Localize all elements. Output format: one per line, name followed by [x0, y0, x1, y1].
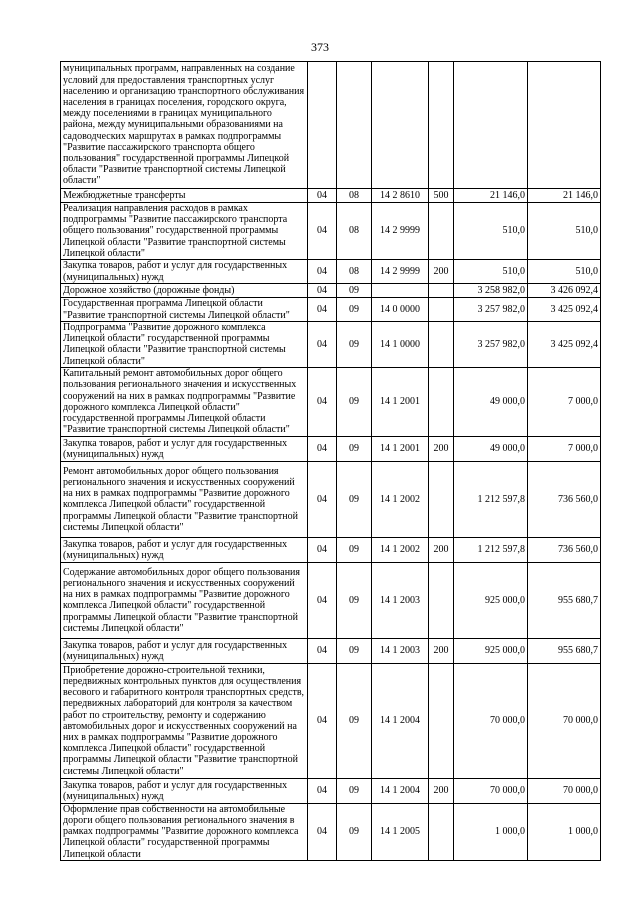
- row-subsection-code: 09: [337, 663, 372, 778]
- row-ministry-code: 04: [308, 298, 337, 322]
- row-ministry-code: 04: [308, 284, 337, 298]
- row-ministry-code: 04: [308, 322, 337, 368]
- row-amount-year-1: 1 212 597,8: [454, 537, 528, 562]
- row-amount-year-2: 3 426 092,4: [528, 284, 601, 298]
- row-name: Межбюджетные трансферты: [61, 189, 308, 203]
- row-ministry-code: 04: [308, 562, 337, 638]
- row-subsection-code: 09: [337, 537, 372, 562]
- row-subsection-code: [337, 62, 372, 189]
- row-target-article: 14 1 2002: [372, 461, 429, 537]
- row-subsection-code: 09: [337, 367, 372, 436]
- row-subsection-code: 09: [337, 562, 372, 638]
- row-target-article: 14 2 9999: [372, 260, 429, 284]
- row-amount-year-1: 3 257 982,0: [454, 298, 528, 322]
- table-row: [61, 322, 601, 368]
- row-name: Закупка товаров, работ и услуг для государственных (муниципальных) нужд: [61, 778, 308, 803]
- row-expense-type: [429, 203, 454, 260]
- row-target-article: 14 2 9999: [372, 203, 429, 260]
- row-target-article: [372, 62, 429, 189]
- row-subsection-code: 09: [337, 778, 372, 803]
- row-expense-type: [429, 298, 454, 322]
- row-subsection-code: 09: [337, 322, 372, 368]
- row-subsection-code: 09: [337, 638, 372, 663]
- row-expense-type: 200: [429, 537, 454, 562]
- row-ministry-code: 04: [308, 436, 337, 461]
- row-subsection-code: 09: [337, 436, 372, 461]
- row-ministry-code: 04: [308, 367, 337, 436]
- row-amount-year-1: 1 212 597,8: [454, 461, 528, 537]
- row-amount-year-2: 736 560,0: [528, 537, 601, 562]
- row-target-article: 14 2 8610: [372, 189, 429, 203]
- row-amount-year-2: 3 425 092,4: [528, 298, 601, 322]
- row-target-article: 14 1 2005: [372, 803, 429, 860]
- table-row: [61, 298, 601, 322]
- row-target-article: 14 1 2002: [372, 537, 429, 562]
- row-amount-year-2: 70 000,0: [528, 778, 601, 803]
- row-target-article: 14 1 2004: [372, 778, 429, 803]
- row-amount-year-1: 21 146,0: [454, 189, 528, 203]
- row-target-article: 14 1 0000: [372, 322, 429, 368]
- row-name: Дорожное хозяйство (дорожные фонды): [61, 284, 308, 298]
- table-row: [61, 284, 601, 298]
- row-amount-year-1: 3 258 982,0: [454, 284, 528, 298]
- row-expense-type: [429, 663, 454, 778]
- row-expense-type: 200: [429, 436, 454, 461]
- row-name: Закупка товаров, работ и услуг для государственных (муниципальных) нужд: [61, 260, 308, 284]
- row-ministry-code: 04: [308, 461, 337, 537]
- row-ministry-code: [308, 62, 337, 189]
- row-amount-year-2: [528, 62, 601, 189]
- row-name: Приобретение дорожно-строительной техники, передвижных контрольных пунктов для осуществления весового и габаритного контроля транспортных средств, передвижных лабораторий для контроля за качеством работ по строительству, ремонту и содержанию автомобильных дорог и искусственных сооружений на них в рамках подпрограммы "Развитие дорожного комплекса Липецкой области" государственной программы Липецкой области "Развитие транспортной системы Липецкой области": [61, 663, 308, 778]
- table-row: [61, 367, 601, 436]
- row-name: Закупка товаров, работ и услуг для государственных (муниципальных) нужд: [61, 638, 308, 663]
- row-amount-year-2: 955 680,7: [528, 638, 601, 663]
- row-name: Закупка товаров, работ и услуг для государственных (муниципальных) нужд: [61, 436, 308, 461]
- row-ministry-code: 04: [308, 638, 337, 663]
- row-amount-year-1: 925 000,0: [454, 562, 528, 638]
- row-expense-type: 500: [429, 189, 454, 203]
- row-amount-year-1: 70 000,0: [454, 778, 528, 803]
- row-amount-year-1: 1 000,0: [454, 803, 528, 860]
- table-row: [61, 562, 601, 638]
- row-expense-type: [429, 461, 454, 537]
- row-amount-year-2: 1 000,0: [528, 803, 601, 860]
- table-row: [61, 638, 601, 663]
- row-amount-year-2: 510,0: [528, 203, 601, 260]
- row-name: Ремонт автомобильных дорог общего пользования регионального значения и искусственных сооружений на них в рамках подпрограммы "Развитие дорожного комплекса Липецкой области" государственной программы Липецкой области "Развитие транспортной системы Липецкой области": [61, 461, 308, 537]
- row-name: Капитальный ремонт автомобильных дорог общего пользования регионального значения и искусственных сооружений на них в рамках подпрограммы "Развитие дорожного комплекса Липецкой области" государственной программы Липецкой области "Развитие транспортной системы Липецкой области": [61, 367, 308, 436]
- row-expense-type: 200: [429, 778, 454, 803]
- row-amount-year-1: 49 000,0: [454, 367, 528, 436]
- page-number: 373: [311, 40, 329, 54]
- row-amount-year-1: [454, 62, 528, 189]
- row-subsection-code: 09: [337, 461, 372, 537]
- table-row: [61, 436, 601, 461]
- row-amount-year-1: 3 257 982,0: [454, 322, 528, 368]
- row-name: Государственная программа Липецкой области "Развитие транспортной системы Липецкой области": [61, 298, 308, 322]
- row-target-article: 14 1 2001: [372, 367, 429, 436]
- table-row: [61, 189, 601, 203]
- budget-table: [60, 61, 601, 861]
- row-subsection-code: 08: [337, 260, 372, 284]
- row-name: Закупка товаров, работ и услуг для государственных (муниципальных) нужд: [61, 537, 308, 562]
- row-expense-type: [429, 367, 454, 436]
- row-amount-year-2: 736 560,0: [528, 461, 601, 537]
- row-amount-year-2: 3 425 092,4: [528, 322, 601, 368]
- row-amount-year-1: 70 000,0: [454, 663, 528, 778]
- table-row: [61, 461, 601, 537]
- row-target-article: 14 1 2003: [372, 638, 429, 663]
- row-ministry-code: 04: [308, 537, 337, 562]
- row-target-article: 14 1 2001: [372, 436, 429, 461]
- row-target-article: 14 1 2003: [372, 562, 429, 638]
- row-subsection-code: 09: [337, 284, 372, 298]
- table-row: [61, 203, 601, 260]
- row-subsection-code: 08: [337, 189, 372, 203]
- row-expense-type: [429, 562, 454, 638]
- row-target-article: [372, 284, 429, 298]
- row-amount-year-1: 510,0: [454, 203, 528, 260]
- row-amount-year-2: 955 680,7: [528, 562, 601, 638]
- table-row: [61, 260, 601, 284]
- row-expense-type: 200: [429, 638, 454, 663]
- row-name: Реализация направления расходов в рамках подпрограммы "Развитие пассажирского транспорта общего пользования" государственной программы Липецкой области "Развитие транспортной системы Липецкой области": [61, 203, 308, 260]
- row-subsection-code: 09: [337, 803, 372, 860]
- table-row: [61, 537, 601, 562]
- row-amount-year-1: 925 000,0: [454, 638, 528, 663]
- row-ministry-code: 04: [308, 260, 337, 284]
- table-row: [61, 803, 601, 860]
- row-subsection-code: 08: [337, 203, 372, 260]
- row-target-article: 14 0 0000: [372, 298, 429, 322]
- row-expense-type: 200: [429, 260, 454, 284]
- row-name: муниципальных программ, направленных на создание условий для предоставления транспортных услуг населению и организацию транспортного обслуживания населения в границах поселения, городского округа, между поселениями в границах муниципального района, между муниципальными образованиями на садоводческих маршрутах в рамках подпрограммы "Развитие пассажирского транспорта общего пользования" государственной программы Липецкой области "Развитие транспортной системы Липецкой области": [61, 62, 308, 189]
- row-amount-year-2: 510,0: [528, 260, 601, 284]
- row-amount-year-1: 510,0: [454, 260, 528, 284]
- row-ministry-code: 04: [308, 663, 337, 778]
- row-expense-type: [429, 803, 454, 860]
- row-expense-type: [429, 284, 454, 298]
- row-expense-type: [429, 62, 454, 189]
- row-amount-year-2: 7 000,0: [528, 367, 601, 436]
- row-name: Подпрограмма "Развитие дорожного комплекса Липецкой области" государственной программы Липецкой области "Развитие транспортной системы Липецкой области": [61, 322, 308, 368]
- row-name: Содержание автомобильных дорог общего пользования регионального значения и искусственных сооружений на них в рамках подпрограммы "Развитие дорожного комплекса Липецкой области" государственной программы Липецкой области "Развитие транспортной системы Липецкой области": [61, 562, 308, 638]
- row-expense-type: [429, 322, 454, 368]
- row-ministry-code: 04: [308, 203, 337, 260]
- row-amount-year-2: 70 000,0: [528, 663, 601, 778]
- row-amount-year-2: 21 146,0: [528, 189, 601, 203]
- row-amount-year-1: 49 000,0: [454, 436, 528, 461]
- table-row: [61, 62, 601, 189]
- table-row: [61, 778, 601, 803]
- row-subsection-code: 09: [337, 298, 372, 322]
- row-target-article: 14 1 2004: [372, 663, 429, 778]
- row-ministry-code: 04: [308, 189, 337, 203]
- row-ministry-code: 04: [308, 803, 337, 860]
- row-name: Оформление прав собственности на автомобильные дороги общего пользования регионального значения в рамках подпрограммы "Развитие дорожного комплекса Липецкой области" государственной программы Липецкой области: [61, 803, 308, 860]
- row-amount-year-2: 7 000,0: [528, 436, 601, 461]
- row-ministry-code: 04: [308, 778, 337, 803]
- table-row: [61, 663, 601, 778]
